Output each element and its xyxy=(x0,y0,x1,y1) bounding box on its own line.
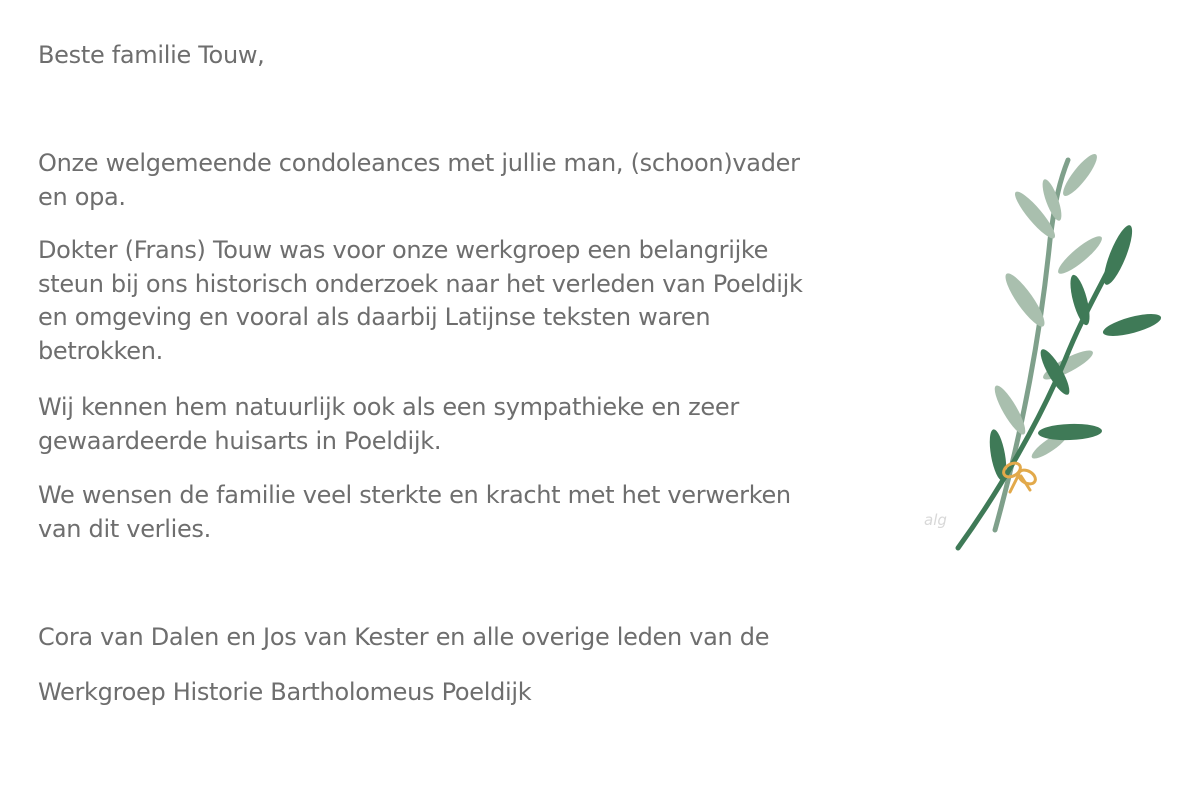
paragraph-line: en opa. xyxy=(38,182,126,211)
signature-line-2: Werkgroep Historie Bartholomeus Poeldijk xyxy=(38,678,532,706)
paragraph-line: betrokken. xyxy=(38,336,163,365)
olive-sprig-icon xyxy=(900,140,1170,570)
paragraph-line: steun bij ons historisch onderzoek naar het verleden van Poeldijk xyxy=(38,269,803,298)
paragraph-line: van dit verlies. xyxy=(38,514,211,543)
paragraph-line: We wensen de familie veel sterkte en kracht met het verwerken xyxy=(38,481,791,509)
paragraph-line: Dokter (Frans) Touw was voor onze werkgroep een belangrijke xyxy=(38,236,769,264)
svg-text:alg: alg xyxy=(924,511,947,529)
artist-mark xyxy=(924,511,947,529)
signature-line-1: Cora van Dalen en Jos van Kester en alle overige leden van de xyxy=(38,623,770,651)
greeting: Beste familie Touw, xyxy=(38,41,265,69)
paragraph-line: Wij kennen hem natuurlijk ook als een sympathieke en zeer xyxy=(38,393,739,421)
paragraph-line: en omgeving en vooral als daarbij Latijnse teksten waren xyxy=(38,303,711,331)
paragraph-tribute xyxy=(38,234,848,368)
paragraph-line: Onze welgemeende condoleances met jullie man, (schoon)vader xyxy=(38,149,800,177)
paragraph-line: gewaardeerde huisarts in Poeldijk. xyxy=(38,426,442,455)
paragraph-wishes xyxy=(38,479,848,546)
paragraph-condolences xyxy=(38,147,848,214)
paragraph-gp xyxy=(38,391,848,458)
